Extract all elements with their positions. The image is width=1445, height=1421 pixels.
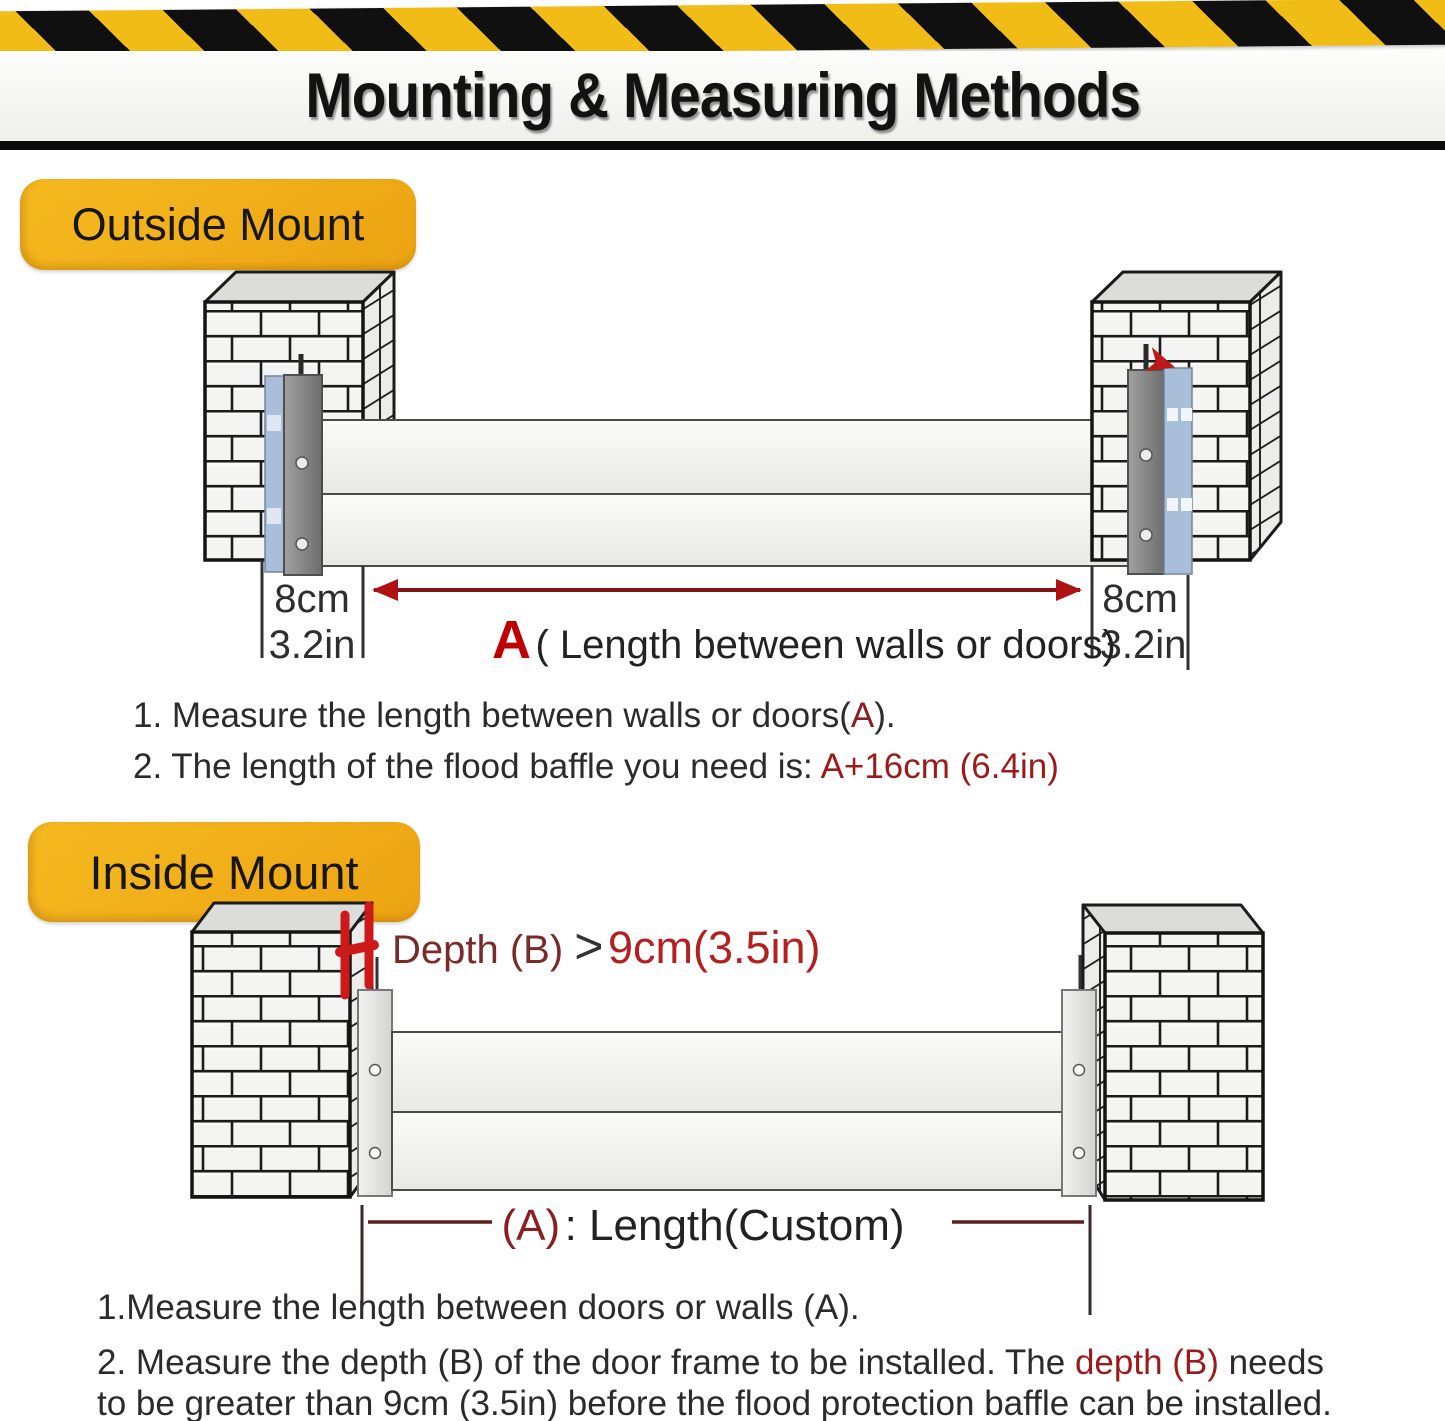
length-label-text: : Length(Custom) bbox=[564, 1201, 905, 1250]
length-label bbox=[501, 1201, 904, 1250]
span-letter-a: A bbox=[492, 610, 531, 670]
title-divider bbox=[0, 141, 1445, 150]
span-label bbox=[492, 610, 1116, 670]
depth-prefix: Depth (B) bbox=[392, 928, 575, 972]
outside-mount-diagram bbox=[0, 260, 1445, 695]
span-arrow bbox=[372, 579, 1082, 601]
outside-step-1: 1. Measure the length between walls or doors(A). bbox=[133, 696, 896, 735]
outside-left-bracket bbox=[284, 354, 322, 575]
inside-mount-label: Inside Mount bbox=[89, 845, 359, 899]
depth-label bbox=[392, 918, 821, 974]
inside-left-channel bbox=[358, 990, 392, 1196]
depth-value: 9cm(3.5in) bbox=[607, 922, 821, 973]
flood-barrier-boards bbox=[322, 420, 1130, 566]
outside-right-seal-strip bbox=[1164, 368, 1192, 574]
inside-step-2: 2. Measure the depth (B) of the door frame to be installed. The depth (B) needs to be greater than 9cm (3.5in) before the flood protection baffle can be installed. bbox=[97, 1343, 1332, 1421]
inside-step-1: 1.Measure the length between doors or walls (A). bbox=[97, 1288, 860, 1327]
flood-barrier-boards-inside bbox=[392, 1032, 1062, 1190]
depth-gt-sign: > bbox=[574, 918, 604, 974]
span-label-text: ( Length between walls or doors) bbox=[535, 623, 1116, 667]
outside-right-bracket bbox=[1128, 344, 1164, 574]
outside-instructions bbox=[133, 690, 1059, 792]
right-gap-cm: 8cm bbox=[1102, 577, 1178, 621]
left-gap-in: 3.2in bbox=[268, 623, 356, 667]
title-band bbox=[0, 51, 1445, 141]
right-gap-in: 3.2in bbox=[1099, 623, 1187, 667]
page-title: Mounting & Measuring Methods bbox=[305, 61, 1140, 131]
inside-instructions bbox=[97, 1288, 1437, 1421]
left-gap-cm: 8cm bbox=[274, 577, 350, 621]
hazard-tape-banner bbox=[0, 0, 1445, 57]
outside-step-2: 2. The length of the flood baffle you need is: A+16cm (6.4in) bbox=[133, 747, 1059, 786]
inside-mount-diagram bbox=[0, 895, 1445, 1325]
outside-mount-badge bbox=[20, 179, 416, 270]
length-letter-a: (A) bbox=[501, 1201, 561, 1250]
inside-right-pillar bbox=[1083, 905, 1263, 1200]
outside-left-seal-strip bbox=[265, 376, 285, 572]
outside-mount-label: Outside Mount bbox=[71, 198, 365, 250]
inside-right-channel bbox=[1062, 990, 1096, 1196]
